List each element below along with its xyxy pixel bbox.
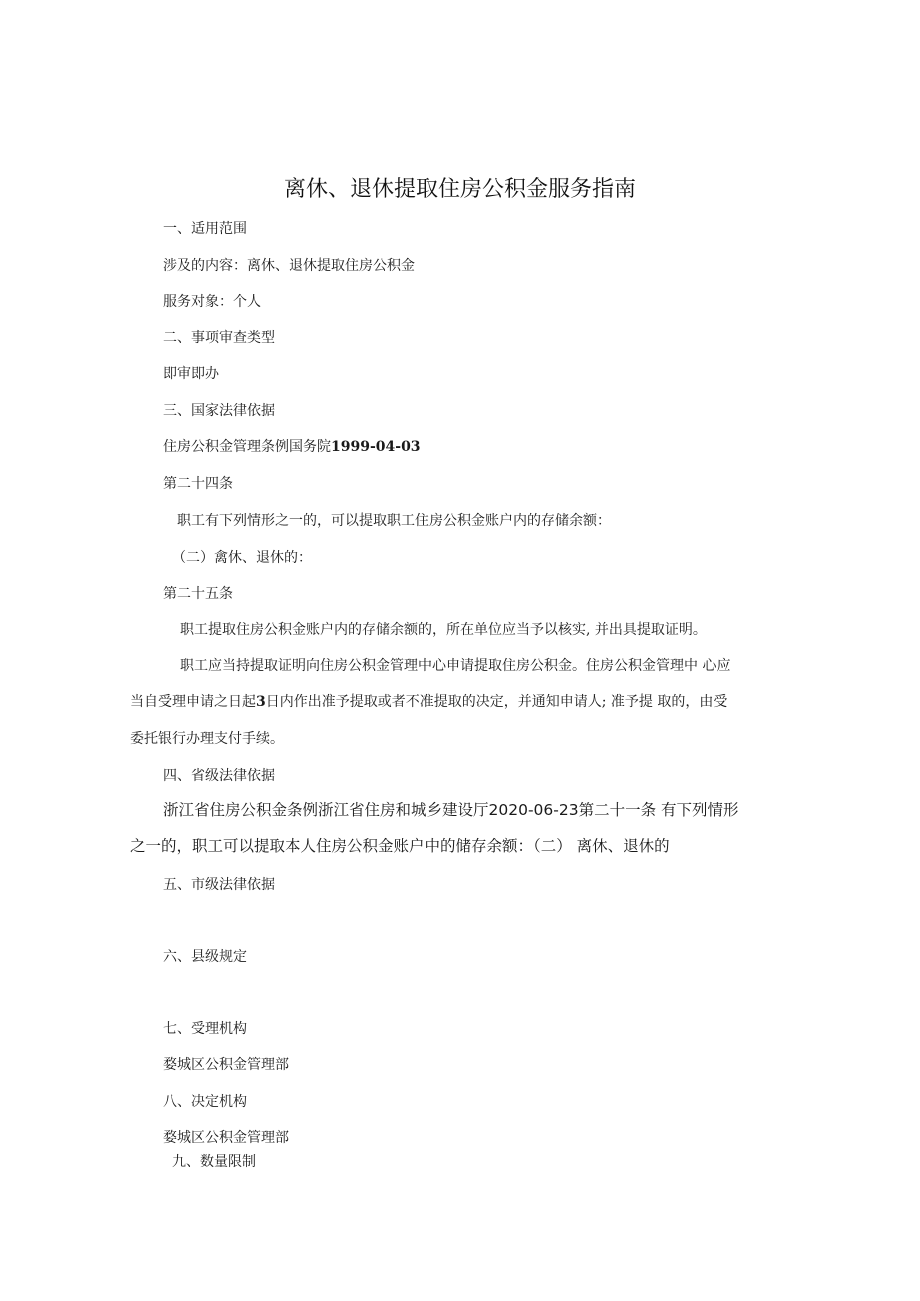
section-4-line-2: 之一的，职工可以提取本人住房公积金账户中的储存余额：（二） 离休、退休的 xyxy=(130,837,670,855)
article-25-paragraph-line-2 xyxy=(130,692,727,712)
paragraph-text-b: 日内作出准予提取或者不准提取的决定，并通知申请人; 准予提 取的，由受 xyxy=(265,694,728,710)
section-4-line-1: 浙江省住房公积金条例浙江省住房和城乡建设厅2020-06-23第二十一条 有下列情形 xyxy=(163,801,739,819)
article-24-item: （二）禽休、退休的： xyxy=(172,550,312,566)
law-date: 1999-04-03 xyxy=(331,439,421,455)
section-3-heading: 三、国家法律依据 xyxy=(163,403,275,419)
article-24-text: 职工有下列情形之一的，可以提取职工住房公积金账户内的存储余额： xyxy=(177,513,611,529)
section-8-content: 婺城区公积金管理部 xyxy=(163,1130,289,1146)
section-6-heading: 六、县级规定 xyxy=(163,949,247,965)
section-7-content: 婺城区公积金管理部 xyxy=(163,1057,289,1073)
section-1-service-target: 服务对象：个人 xyxy=(163,294,261,310)
section-2-content: 即审即办 xyxy=(163,366,219,382)
article-25-heading: 第二十五条 xyxy=(163,586,233,602)
section-7-heading: 七、受理机构 xyxy=(163,1021,247,1037)
section-1-heading: 一、适用范围 xyxy=(163,221,247,237)
paragraph-text-a: 当自受理申请之日起 xyxy=(130,694,256,710)
article-25-text: 职工提取住房公积金账户内的存储余额的，所在单位应当予以核实, 并出具提取证明。 xyxy=(180,622,707,638)
section-1-content: 涉及的内容：离休、退休提取住房公积金 xyxy=(163,258,415,274)
section-4-heading: 四、省级法律依据 xyxy=(163,768,275,784)
section-8-heading: 八、决定机构 xyxy=(163,1094,247,1110)
law-name: 住房公积金管理条例国务院 xyxy=(163,439,331,455)
section-3-law-reference xyxy=(163,437,421,457)
section-9-heading: 九、数量限制 xyxy=(172,1154,256,1170)
section-2-heading: 二、事项审查类型 xyxy=(163,330,275,346)
article-25-paragraph-line-1: 职工应当持提取证明向住房公积金管理中心申请提取住房公积金。住房公积金管理中 心应 xyxy=(180,658,731,674)
article-25-paragraph-line-3: 委托银行办理支付手续。 xyxy=(130,731,284,747)
day-count: 3 xyxy=(256,694,266,710)
document-title: 离休、退休提取住房公积金服务指南 xyxy=(283,177,636,202)
article-24-heading: 第二十四条 xyxy=(163,476,233,492)
section-5-heading: 五、市级法律依据 xyxy=(163,877,275,893)
